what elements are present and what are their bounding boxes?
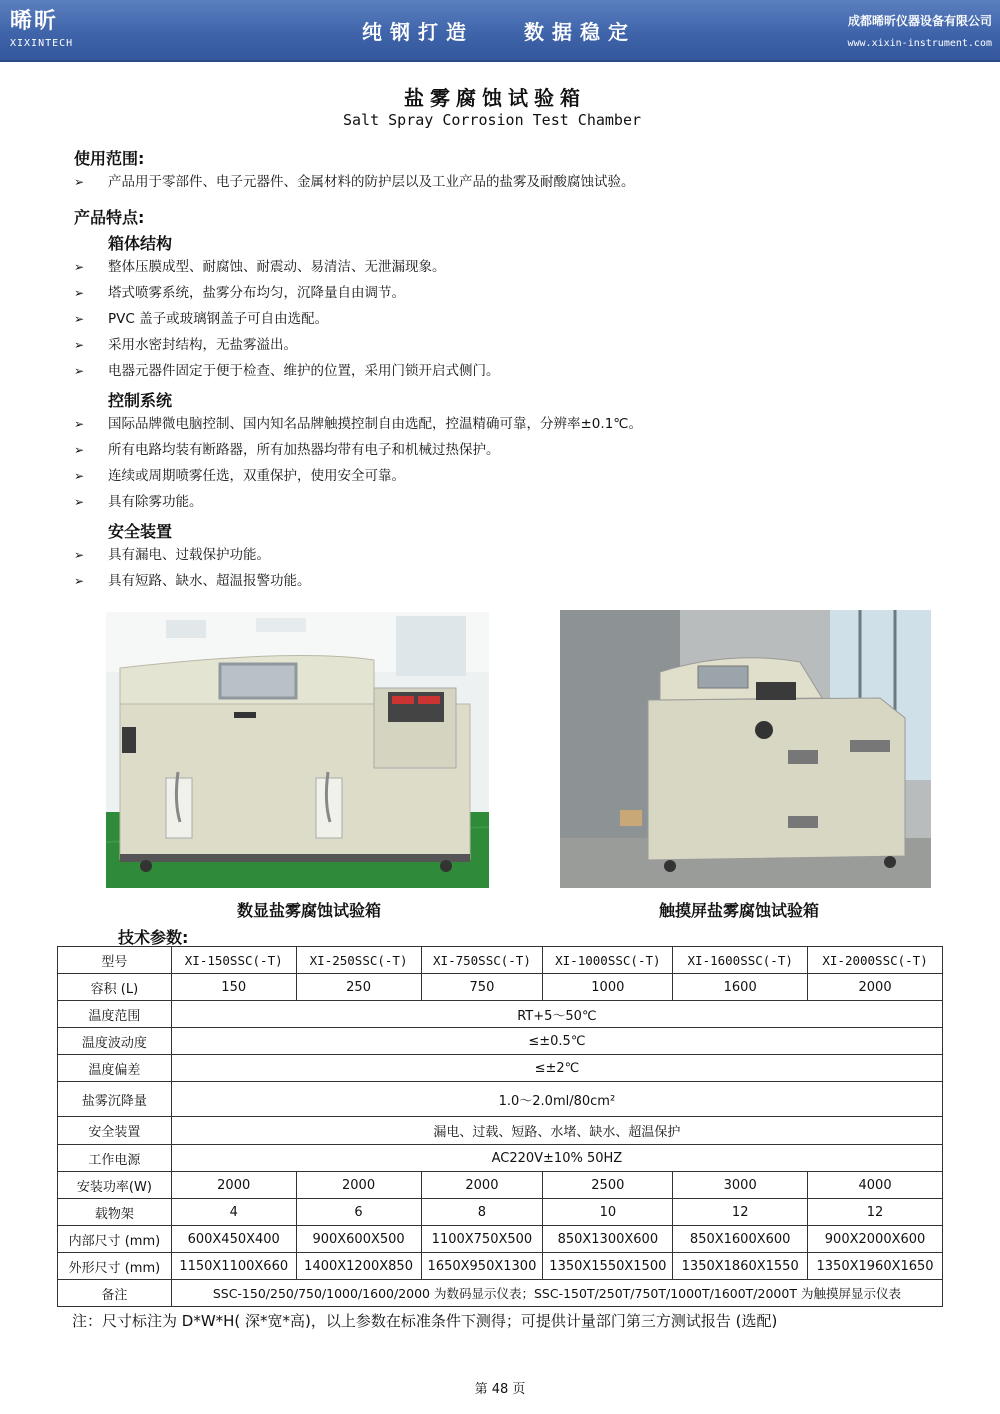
arrowhead-bullet-icon: ➢	[74, 548, 85, 562]
volume-cell: 2000	[808, 974, 943, 1001]
row-label: 盐雾沉降量	[58, 1082, 172, 1117]
model-cell: XI-150SSC(-T)	[171, 947, 296, 974]
volume-cell: 150	[171, 974, 296, 1001]
outer-size-cell: 1350X1860X1550	[673, 1253, 808, 1280]
table-row-inner-size	[58, 1226, 943, 1253]
table-row-power	[58, 1145, 943, 1172]
caption-touchscreen-chamber: 触摸屏盐雾腐蚀试验箱	[658, 901, 819, 920]
model-cell: XI-1600SSC(-T)	[673, 947, 808, 974]
company-website[interactable]: www.xixin-instrument.com	[847, 38, 992, 49]
row-label: 温度波动度	[58, 1028, 172, 1055]
volume-cell: 750	[421, 974, 543, 1001]
table-row-settle	[58, 1082, 943, 1117]
power-cell: AC220V±10% 50HZ	[171, 1145, 942, 1172]
table-row-racks	[58, 1199, 943, 1226]
row-label: 型号	[58, 947, 172, 974]
volume-cell: 1000	[543, 974, 673, 1001]
arrowhead-bullet-icon: ➢	[74, 495, 85, 509]
arrowhead-bullet-icon: ➢	[74, 260, 85, 274]
table-row-outer-size	[58, 1253, 943, 1280]
model-cell: XI-1000SSC(-T)	[543, 947, 673, 974]
arrowhead-bullet-icon: ➢	[74, 338, 85, 352]
control-item: ➢ 所有电路均装有断路器，所有加热器均带有电子和机械过热保护。	[74, 442, 500, 458]
row-label: 容积 (L)	[58, 974, 172, 1001]
settle-cell: 1.0～2.0ml/80cm²	[171, 1082, 942, 1117]
control-item: ➢ 国际品牌微电脑控制、国内知名品牌触摸控制自由选配，控温精确可靠，分辨率±0.1℃。	[74, 416, 642, 432]
install-power-cell: 2000	[421, 1172, 543, 1199]
row-label: 备注	[58, 1280, 172, 1307]
install-power-cell: 3000	[673, 1172, 808, 1199]
racks-cell: 8	[421, 1199, 543, 1226]
row-label: 外形尺寸 (mm)	[58, 1253, 172, 1280]
table-row-install-power	[58, 1172, 943, 1199]
company-name: 成都晞昕仪器设备有限公司	[847, 14, 992, 28]
inner-size-cell: 850X1300X600	[543, 1226, 673, 1253]
slogan-data: 数据稳定	[524, 20, 636, 44]
control-item: ➢ 具有除雾功能。	[74, 494, 203, 510]
brand-logo-text: 晞昕	[10, 9, 59, 34]
inner-size-cell: 900X2000X600	[808, 1226, 943, 1253]
safety-cell: 漏电、过载、短路、水堵、缺水、超温保护	[171, 1117, 942, 1145]
safety-item: ➢ 具有漏电、过载保护功能。	[74, 547, 270, 563]
page-number: 第 48 页	[474, 1382, 526, 1397]
table-row-temp-range	[58, 1001, 943, 1028]
outer-size-cell: 1350X1550X1500	[543, 1253, 673, 1280]
table-row-safety	[58, 1117, 943, 1145]
racks-cell: 12	[673, 1199, 808, 1226]
slogan-steel: 纯钢打造	[362, 20, 474, 44]
racks-cell: 6	[296, 1199, 421, 1226]
usage-heading: 使用范围:	[74, 149, 145, 168]
safety-heading: 安全装置	[108, 522, 173, 541]
remark-cell: SSC-150/250/750/1000/1600/2000 为数码显示仪表；SSC-150T/250T/750T/1000T/1600T/2000T 为触摸屏显示仪表	[171, 1280, 942, 1307]
outer-size-cell: 1650X950X1300	[421, 1253, 543, 1280]
table-row-volume	[58, 974, 943, 1001]
spec-heading: 技术参数:	[118, 928, 189, 947]
brand-english: XIXINTECH	[10, 38, 74, 49]
model-cell: XI-250SSC(-T)	[296, 947, 421, 974]
model-cell: XI-2000SSC(-T)	[808, 947, 943, 974]
install-power-cell: 2000	[171, 1172, 296, 1199]
model-cell: XI-750SSC(-T)	[421, 947, 543, 974]
volume-cell: 250	[296, 974, 421, 1001]
photo-touchscreen-chamber	[560, 610, 931, 888]
row-label: 工作电源	[58, 1145, 172, 1172]
control-item: ➢ 连续或周期喷雾任选，双重保护，使用安全可靠。	[74, 468, 405, 484]
temp-range-cell: RT+5～50℃	[171, 1001, 942, 1028]
install-power-cell: 2000	[296, 1172, 421, 1199]
arrowhead-bullet-icon: ➢	[74, 286, 85, 300]
usage-item: ➢ 产品用于零部件、电子元器件、金属材料的防护层以及工业产品的盐雾及耐酸腐蚀试验。	[74, 174, 635, 190]
table-row-remark	[58, 1280, 943, 1307]
cabinet-item: ➢ 电器元器件固定于便于检查、维护的位置，采用门锁开启式侧门。	[74, 363, 500, 379]
arrowhead-bullet-icon: ➢	[74, 175, 85, 189]
inner-size-cell: 850X1600X600	[673, 1226, 808, 1253]
outer-size-cell: 1350X1960X1650	[808, 1253, 943, 1280]
arrowhead-bullet-icon: ➢	[74, 469, 85, 483]
cabinet-item: ➢ PVC 盖子或玻璃钢盖子可自由选配。	[74, 311, 329, 327]
row-label: 载物架	[58, 1199, 172, 1226]
table-row-model	[58, 947, 943, 974]
arrowhead-bullet-icon: ➢	[74, 364, 85, 378]
row-label: 安装功率(W)	[58, 1172, 172, 1199]
features-heading: 产品特点:	[74, 208, 145, 227]
cabinet-heading: 箱体结构	[108, 234, 173, 253]
install-power-cell: 4000	[808, 1172, 943, 1199]
racks-cell: 10	[543, 1199, 673, 1226]
spec-table	[57, 946, 943, 1307]
arrowhead-bullet-icon: ➢	[74, 417, 85, 431]
inner-size-cell: 1100X750X500	[421, 1226, 543, 1253]
control-heading: 控制系统	[108, 391, 173, 410]
temp-dev-cell: ≤±2℃	[171, 1055, 942, 1082]
safety-item: ➢ 具有短路、缺水、超温报警功能。	[74, 573, 311, 589]
caption-digital-chamber: 数显盐雾腐蚀试验箱	[236, 901, 381, 920]
row-label: 内部尺寸 (mm)	[58, 1226, 172, 1253]
racks-cell: 4	[171, 1199, 296, 1226]
product-title-en: Salt Spray Corrosion Test Chamber	[342, 111, 641, 129]
footnote: 注：尺寸标注为 D*W*H( 深*宽*高)，以上参数在标准条件下测得；可提供计量部门第三方测试报告 (选配)	[72, 1312, 778, 1330]
arrowhead-bullet-icon: ➢	[74, 443, 85, 457]
page-header	[0, 0, 1000, 62]
cabinet-item: ➢ 塔式喷雾系统，盐雾分布均匀，沉降量自由调节。	[74, 285, 405, 301]
inner-size-cell: 900X600X500	[296, 1226, 421, 1253]
row-label: 温度偏差	[58, 1055, 172, 1082]
row-label: 温度范围	[58, 1001, 172, 1028]
product-title-cn: 盐雾腐蚀试验箱	[404, 86, 586, 110]
row-label: 安全装置	[58, 1117, 172, 1145]
cabinet-item: ➢ 整体压膜成型、耐腐蚀、耐震动、易清洁、无泄漏现象。	[74, 259, 446, 275]
temp-fluct-cell: ≤±0.5℃	[171, 1028, 942, 1055]
arrowhead-bullet-icon: ➢	[74, 574, 85, 588]
cabinet-item: ➢ 采用水密封结构，无盐雾溢出。	[74, 337, 297, 353]
table-row-temp-dev	[58, 1055, 943, 1082]
inner-size-cell: 600X450X400	[171, 1226, 296, 1253]
photo-digital-chamber	[106, 612, 489, 888]
outer-size-cell: 1150X1100X660	[171, 1253, 296, 1280]
install-power-cell: 2500	[543, 1172, 673, 1199]
table-row-temp-fluct	[58, 1028, 943, 1055]
racks-cell: 12	[808, 1199, 943, 1226]
volume-cell: 1600	[673, 974, 808, 1001]
outer-size-cell: 1400X1200X850	[296, 1253, 421, 1280]
arrowhead-bullet-icon: ➢	[74, 312, 85, 326]
